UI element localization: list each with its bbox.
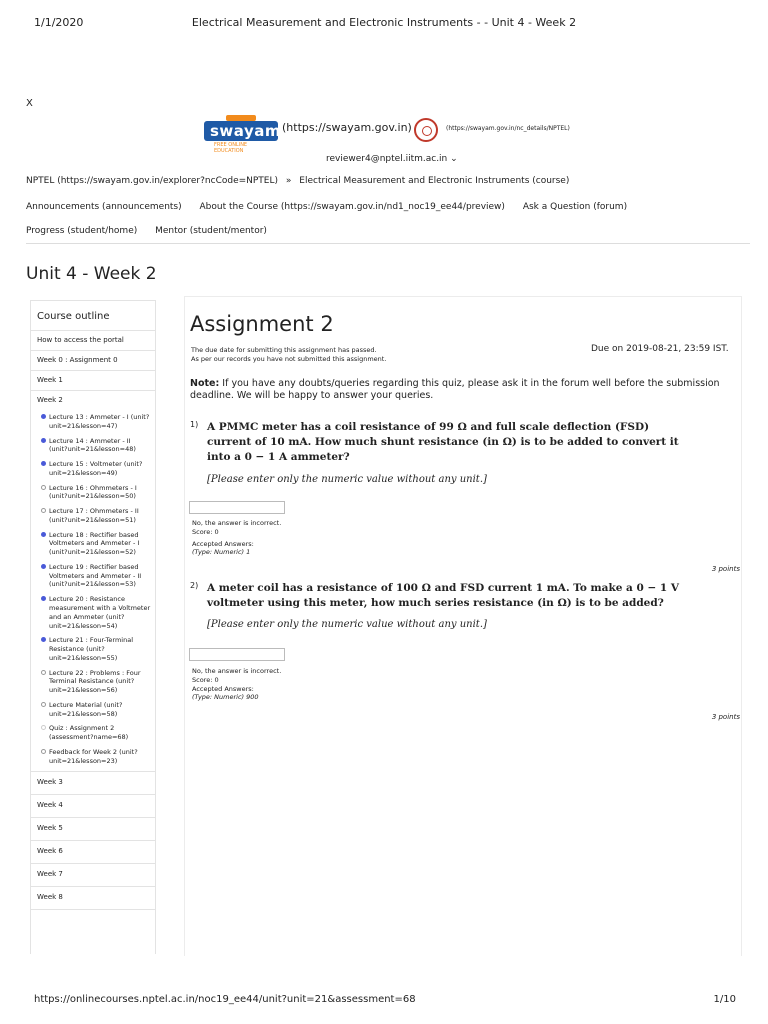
page-title: Unit 4 - Week 2	[26, 264, 157, 284]
swayam-link[interactable]: (https://swayam.gov.in)	[282, 121, 412, 134]
question-number: 1)	[190, 420, 199, 429]
lesson-item[interactable]	[31, 528, 155, 560]
nav-about[interactable]: About the Course (https://swayam.gov.in/nd1_noc19_ee44/preview)	[199, 202, 505, 212]
pending-dot-icon	[41, 725, 46, 730]
sidebar-item-week-0[interactable]: Week 0 : Assignment 0	[31, 351, 155, 371]
lesson-label: Quiz : Assignment 2 (assessment?name=68)	[49, 724, 129, 742]
print-page-number: 1/10	[713, 994, 736, 1005]
lesson-label: Lecture Material (unit?unit=21&lesson=58)	[49, 700, 123, 718]
accepted-label: Accepted Answers:	[192, 684, 254, 693]
points-1: 3 points	[711, 565, 740, 573]
accepted-answer: (Type: Numeric) 1	[192, 548, 251, 557]
quiz-note	[190, 378, 735, 402]
feedback-2	[192, 667, 281, 702]
accepted-answer: (Type: Numeric) 900	[192, 693, 259, 702]
lesson-item[interactable]	[31, 504, 155, 528]
sidebar-item-week-4[interactable]: Week 4	[31, 795, 155, 818]
completed-dot-icon	[41, 564, 46, 569]
completed-dot-icon	[41, 596, 46, 601]
lesson-label: Lecture 20 : Resistance measurement with a Voltmeter and an Ammeter (unit?unit=21&lesson=54)	[49, 595, 151, 630]
course-nav-row-2	[26, 226, 282, 236]
breadcrumb-separator: »	[285, 176, 292, 186]
sidebar-item-week-1[interactable]: Week 1	[31, 371, 155, 391]
lesson-item[interactable]	[31, 410, 155, 434]
lesson-label: Lecture 17 : Ohmmeters - II (unit?unit=21&lesson=51)	[49, 507, 139, 524]
lesson-item[interactable]	[31, 481, 155, 505]
lesson-label: Feedback for Week 2 (unit?unit=21&lesson=23)	[49, 747, 138, 765]
lesson-label: Lecture 21 : Four-Terminal Resistance (unit?unit=21&lesson=55)	[49, 636, 134, 662]
nav-mentor[interactable]: Mentor (student/mentor)	[155, 226, 267, 236]
pending-dot-icon	[41, 485, 46, 490]
note-text: If you have any doubts/queries regarding this quiz, please ask it in the forum well before the submission deadline. We will be happy to answer your queries.	[190, 378, 720, 401]
completed-dot-icon	[41, 532, 46, 537]
due-date: Due on 2019-08-21, 23:59 IST.	[591, 344, 729, 354]
breadcrumb-home-link[interactable]: NPTEL (https://swayam.gov.in/explorer?ncCode=NPTEL)	[26, 176, 279, 186]
question-1	[190, 420, 690, 485]
lesson-item[interactable]	[31, 745, 155, 769]
user-menu[interactable]: reviewer4@nptel.iitm.ac.in ⌄	[326, 154, 458, 164]
nav-ask[interactable]: Ask a Question (forum)	[522, 202, 628, 212]
sidebar-item-week-6[interactable]: Week 6	[31, 841, 155, 864]
breadcrumb	[26, 176, 569, 186]
lesson-item[interactable]	[31, 434, 155, 458]
lesson-label: Lecture 16 : Ohmmeters - I (unit?unit=21&lesson=50)	[49, 483, 137, 501]
deadline-notice	[191, 346, 386, 364]
points-2: 3 points	[711, 713, 740, 721]
pending-dot-icon	[41, 508, 46, 513]
answer-input-2[interactable]	[189, 648, 285, 661]
print-title: Electrical Measurement and Electronic Instruments - - Unit 4 - Week 2	[191, 16, 577, 29]
question-text: A meter coil has a resistance of 100 Ω and FSD current 1 mA. To make a 0 − 1 V voltmeter using this meter, how much series resistance (in Ω) is to be added?	[207, 582, 680, 610]
answer-status: No, the answer is incorrect.	[192, 519, 282, 527]
assignment-title: Assignment 2	[190, 312, 334, 336]
answer-input-1[interactable]	[189, 501, 285, 514]
sidebar-item-week-3[interactable]: Week 3	[31, 772, 155, 795]
question-hint: [Please enter only the numeric value without any unit.]	[207, 619, 487, 631]
completed-dot-icon	[41, 438, 46, 443]
pending-dot-icon	[41, 749, 46, 754]
nptel-link[interactable]: (https://swayam.gov.in/nc_details/NPTEL)	[446, 125, 570, 132]
logo-word: swayam	[210, 122, 281, 140]
score: Score: 0	[192, 527, 219, 536]
lesson-label: Lecture 14 : Ammeter - II (unit?unit=21&lesson=48)	[49, 436, 136, 454]
question-number: 2)	[190, 581, 199, 590]
breadcrumb-course-link[interactable]: Electrical Measurement and Electronic Instruments (course)	[299, 176, 570, 186]
feedback-1	[192, 519, 281, 557]
lesson-label: Lecture 15 : Voltmeter (unit?unit=21&lesson=49)	[49, 460, 143, 477]
lesson-label: Lecture 19 : Rectifier based Voltmeters and Ammeter - II (unit?unit=21&lesson=53)	[49, 562, 142, 589]
sidebar-item-portal[interactable]: How to access the portal	[31, 331, 155, 351]
divider	[26, 243, 750, 244]
course-outline-sidebar	[30, 300, 156, 954]
answer-status: No, the answer is incorrect.	[192, 667, 282, 675]
print-date: 1/1/2020	[34, 16, 84, 29]
nav-progress[interactable]: Progress (student/home)	[26, 226, 138, 236]
sidebar-item-week-8[interactable]: Week 8	[31, 887, 155, 910]
nptel-seal-icon[interactable]	[414, 118, 438, 142]
course-nav	[26, 202, 642, 212]
question-hint: [Please enter only the numeric value without any unit.]	[207, 473, 487, 485]
completed-dot-icon	[41, 414, 46, 419]
nav-announcements[interactable]: Announcements (announcements)	[26, 202, 182, 212]
close-icon[interactable]: X	[26, 98, 33, 109]
lesson-item[interactable]	[31, 633, 155, 665]
pending-dot-icon	[41, 670, 46, 675]
logo-tagline: FREE ONLINE EDUCATION	[214, 142, 248, 154]
sidebar-heading: Course outline	[31, 301, 155, 331]
question-text: A PMMC meter has a coil resistance of 99 Ω and full scale deflection (FSD) current of 10 mA. How much shunt resistance (in Ω) is to be added to convert it into a 0 − 1 A ammeter?	[207, 421, 679, 464]
lesson-item[interactable]	[31, 457, 155, 481]
accepted-label: Accepted Answers:	[192, 539, 254, 548]
swayam-logo[interactable]	[204, 118, 281, 154]
passed-note: The due date for submitting this assignment has passed.	[191, 346, 377, 354]
pending-dot-icon	[41, 702, 46, 707]
sidebar-item-week-7[interactable]: Week 7	[31, 864, 155, 887]
sidebar-item-week-5[interactable]: Week 5	[31, 818, 155, 841]
lesson-label: Lecture 18 : Rectifier based Voltmeters and Ammeter - I (unit?unit=21&lesson=52)	[49, 530, 140, 557]
lesson-item[interactable]	[31, 560, 155, 592]
score: Score: 0	[192, 675, 219, 684]
lesson-item[interactable]	[31, 666, 155, 698]
week-2-lessons	[31, 410, 155, 772]
lesson-label: Lecture 13 : Ammeter - I (unit?unit=21&lesson=47)	[49, 413, 150, 430]
completed-dot-icon	[41, 461, 46, 466]
lesson-item[interactable]	[31, 592, 155, 633]
lesson-item[interactable]	[31, 721, 155, 745]
lesson-item[interactable]	[31, 698, 155, 722]
note-label: Note:	[190, 378, 220, 389]
lesson-label: Lecture 22 : Problems : Four Terminal Resistance (unit?unit=21&lesson=56)	[49, 668, 141, 695]
question-2	[190, 581, 690, 630]
not-submitted-note: As per our records you have not submitted this assignment.	[191, 355, 387, 364]
completed-dot-icon	[41, 637, 46, 642]
print-url: https://onlinecourses.nptel.ac.in/noc19_ee44/unit?unit=21&assessment=68	[34, 994, 416, 1005]
sidebar-item-week-2[interactable]: Week 2	[37, 396, 63, 404]
